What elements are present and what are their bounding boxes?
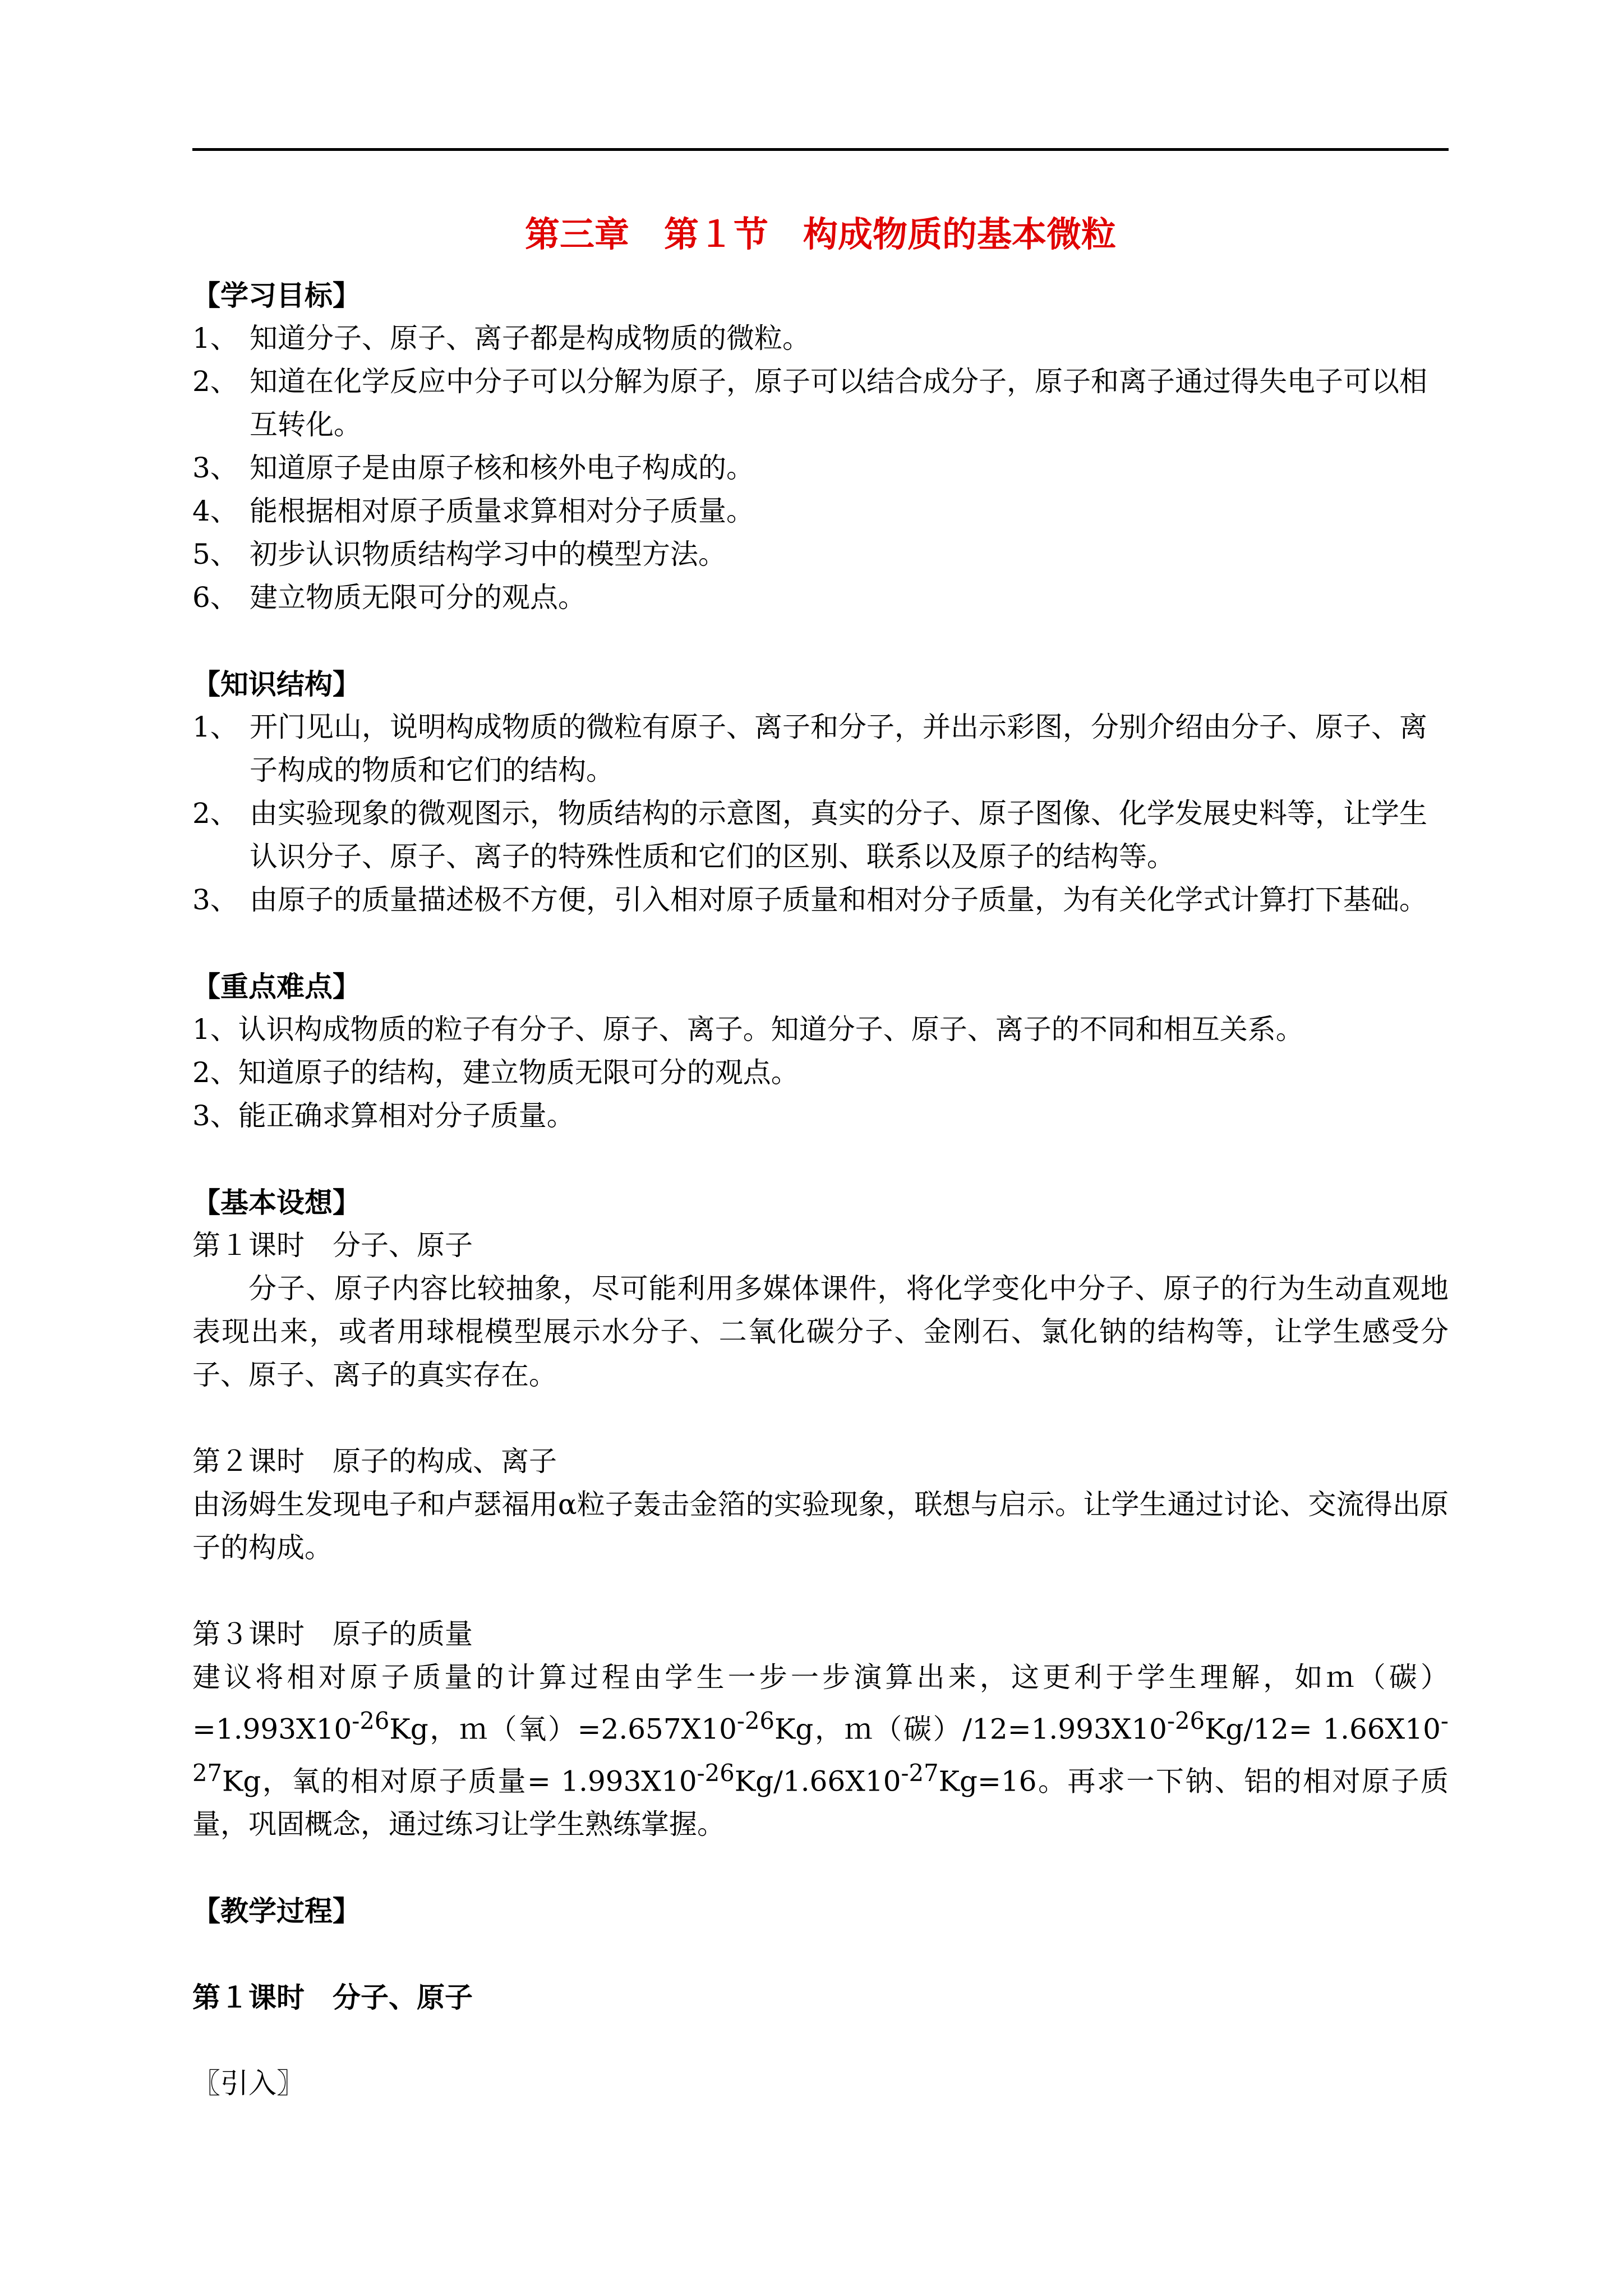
objective-item-1: 1、 知道分子、原子、离子都是构成物质的微粒。 <box>192 322 810 355</box>
process-heading: 【教学过程】 <box>192 1894 361 1928</box>
keypoint-item-3: 3、能正确求算相对分子质量。 <box>192 1099 575 1132</box>
structure-item-3: 3、 由原子的质量描述极不方便，引入相对原子质量和相对分子质量，为有关化学式计算打下基础。 <box>192 884 1427 916</box>
design-lesson3-title: 第３课时 原子的质量 <box>192 1618 473 1650</box>
keypoint-item-2: 2、知道原子的结构，建立物质无限可分的观点。 <box>192 1056 799 1089</box>
design-lesson2-text: 由汤姆生发现电子和卢瑟福用α粒子轰击金箔的实验现象，联想与启示。让学生通过讨论、交流得出原子的构成。 <box>192 1488 1449 1564</box>
structure-item-1: 1、 开门见山，说明构成物质的微粒有原子、离子和分子，并出示彩图，分别介绍由分子、原子、离子构成的物质和它们的结构。 <box>192 711 1427 786</box>
objective-item-5: 5、 初步认识物质结构学习中的模型方法。 <box>192 538 726 570</box>
keypoint-item-1: 1、认识构成物质的粒子有分子、原子、离子。知道分子、原子、离子的不同和相互关系。 <box>192 1013 1304 1046</box>
header-rule <box>192 148 1449 151</box>
document-body <box>192 191 1449 2105</box>
objective-item-3: 3、 知道原子是由原子核和核外电子构成的。 <box>192 452 754 484</box>
design-lesson3-text: 建议将相对原子质量的计算过程由学生一步一步演算出来，这更利于学生理解，如ｍ（碳）$=1.993X10^{-26}Kg$，ｍ（氧）$=2.657X10^{-26}Kg$，ｍ（碳）$/12=1.993X10^{-26}Kg/12= 1.66X10^{-27}Kg$，氧的相对原子质量= $1.993X10^{-26}Kg/1.66X10^{-27}Kg=16$。再求一下钠、铝的相对原子质量，巩固概念，通过练习让学生熟练掌握。 <box>192 1661 1449 1841</box>
objectives-heading: 【学习目标】 <box>192 279 361 312</box>
objective-item-6: 6、 建立物质无限可分的观点。 <box>192 581 586 614</box>
design-lesson1-text: 分子、原子内容比较抽象，尽可能利用多媒体课件，将化学变化中分子、原子的行为生动直观地表现出来，或者用球棍模型展示水分子、二氧化碳分子、金刚石、氯化钠的结构等，让学生感受分子、原子、离子的真实存在。 <box>192 1272 1449 1391</box>
design-heading: 【基本设想】 <box>192 1186 361 1219</box>
process-intro: 〖引入〗 <box>192 2067 305 2100</box>
structure-heading: 【知识结构】 <box>192 668 361 701</box>
design-lesson2-title: 第２课时 原子的构成、离子 <box>192 1445 557 1478</box>
objective-item-4: 4、 能根据相对原子质量求算相对分子质量。 <box>192 495 754 527</box>
design-lesson1-title: 第１课时 分子、原子 <box>192 1229 473 1262</box>
process-lesson1-title: 第１课时 分子、原子 <box>192 1981 473 2014</box>
page-title: 第三章 第１节 构成物质的基本微粒 <box>524 214 1116 255</box>
keypoints-heading: 【重点难点】 <box>192 970 361 1003</box>
objective-item-2: 2、 知道在化学反应中分子可以分解为原子，原子可以结合成分子，原子和离子通过得失电子可以相互转化。 <box>192 365 1427 441</box>
structure-item-2: 2、 由实验现象的微观图示，物质结构的示意图，真实的分子、原子图像、化学发展史料等，让学生认识分子、原子、离子的特殊性质和它们的区别、联系以及原子的结构等。 <box>192 797 1427 873</box>
